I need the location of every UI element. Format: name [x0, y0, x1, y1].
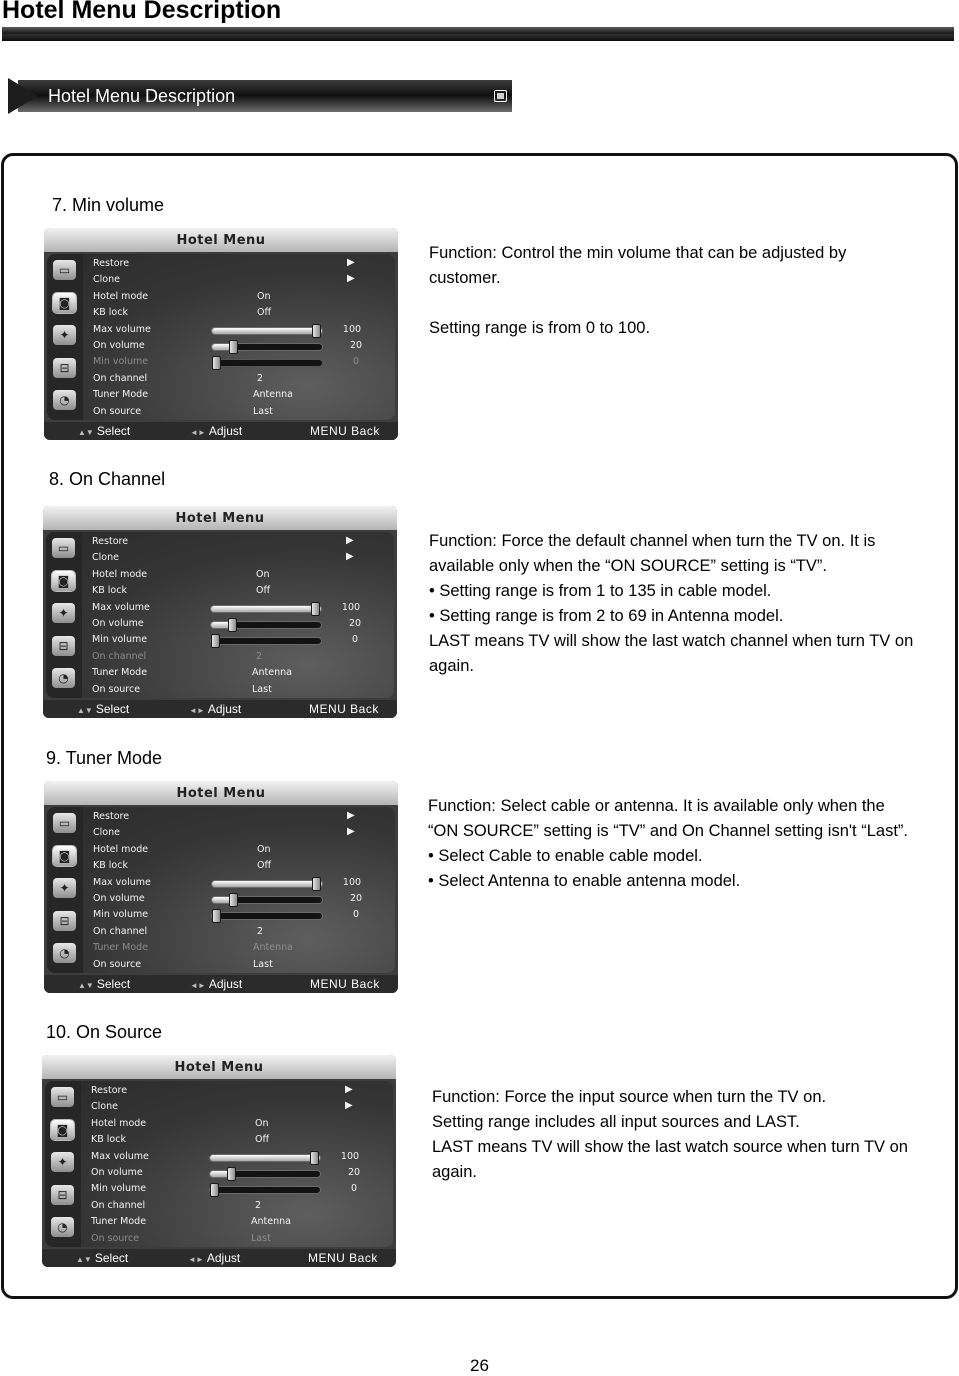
menu-sidebar [47, 254, 83, 420]
satellite-icon[interactable]: ◔ [53, 390, 76, 410]
volume-slider-track[interactable] [209, 1186, 321, 1194]
volume-slider-track[interactable] [211, 343, 323, 351]
menu-item-value: Off [256, 585, 271, 597]
menu-item-label: Max volume [91, 1150, 149, 1162]
volume-slider-track[interactable] [210, 605, 322, 613]
volume-slider-track[interactable] [211, 327, 323, 335]
volume-slider-fill [212, 881, 322, 887]
menu-item-on-source[interactable] [91, 1233, 391, 1248]
menu-item-on-channel[interactable] [93, 373, 393, 388]
footer-adjust [190, 977, 242, 991]
left-right-arrows-icon: ◄► [189, 706, 205, 715]
menu-item-value: On [257, 290, 271, 302]
section-heading: 8. On Channel [49, 469, 166, 489]
volume-slider-fill [211, 606, 321, 612]
left-right-arrows-icon: ◄► [190, 428, 206, 437]
section-description [429, 529, 919, 679]
footer-select-label: Select [96, 424, 131, 438]
menu-item-label: Max volume [92, 601, 150, 613]
play-arrow-icon: ▶ [345, 1084, 353, 1095]
menu-item-hotel-mode[interactable] [91, 1118, 391, 1133]
description-line: LAST means TV will show the last watch channel when turn TV on again. [429, 632, 914, 675]
section-description [432, 1085, 922, 1185]
volume-value: 20 [349, 340, 363, 351]
menu-item-label: Hotel mode [93, 843, 149, 855]
play-arrow-icon: ▶ [347, 810, 355, 821]
footer-adjust-label: Adjust [207, 702, 242, 716]
menu-item-on-source[interactable] [93, 406, 393, 421]
volume-value: 0 [352, 909, 360, 921]
menu-item-kb-lock[interactable] [91, 1134, 391, 1149]
section-banner [8, 78, 512, 114]
menu-item-value: Last [252, 683, 272, 695]
menu-item-tuner-mode[interactable] [91, 1216, 391, 1231]
footer-menu-back: MENU Back [310, 977, 380, 991]
description-line: Function: Control the min volume that can be adjusted by customer. [429, 244, 847, 287]
footer-select [78, 977, 130, 991]
menu-item-label: On volume [93, 893, 145, 904]
up-down-arrows-icon: ▲▼ [77, 706, 93, 715]
menu-title: Hotel Menu [44, 781, 398, 805]
menu-item-label: Hotel mode [91, 1117, 147, 1129]
volume-value: 0 [352, 356, 360, 368]
menu-item-max-volume[interactable] [93, 877, 393, 892]
title-rule [2, 27, 954, 41]
volume-value: 20 [348, 618, 362, 629]
page-title: Hotel Menu Description [2, 0, 282, 24]
volume-slider-track[interactable] [209, 1154, 321, 1162]
hotel-menu-screen [44, 781, 398, 993]
footer-select-label: Select [95, 702, 130, 716]
volume-slider-track[interactable] [211, 359, 323, 367]
footer-adjust [190, 424, 242, 438]
left-right-arrows-icon: ◄► [190, 981, 206, 990]
menu-item-on-volume[interactable] [93, 340, 393, 355]
menu-item-label: Restore [91, 1085, 128, 1096]
up-down-arrows-icon: ▲▼ [78, 428, 94, 437]
footer-adjust [188, 1251, 240, 1265]
description-line: • Select Antenna to enable antenna model. [428, 872, 741, 890]
volume-slider-knob[interactable] [227, 1167, 236, 1181]
play-arrow-icon: ▶ [347, 257, 355, 268]
menu-item-on-volume[interactable] [92, 618, 392, 633]
menu-sidebar [46, 532, 82, 698]
menu-item-hotel-mode[interactable] [93, 844, 393, 859]
menu-item-kb-lock[interactable] [92, 585, 392, 600]
menu-item-value: Antenna [252, 667, 292, 679]
satellite-icon[interactable]: ◔ [51, 1217, 74, 1237]
lock-icon[interactable]: ⊟ [52, 636, 75, 656]
volume-slider-knob[interactable] [229, 893, 238, 907]
menu-item-value: Antenna [251, 1216, 291, 1228]
satellite-icon[interactable]: ◔ [52, 668, 75, 688]
menu-item-min-volume[interactable] [93, 909, 393, 924]
up-down-arrows-icon: ▲▼ [78, 981, 94, 990]
description-line: • Setting range is from 1 to 135 in cable model. [429, 582, 772, 600]
footer-select-label: Select [96, 977, 131, 991]
camera-icon[interactable]: ◙ [52, 571, 75, 591]
menu-item-on-channel[interactable] [91, 1200, 391, 1215]
satellite-icon[interactable]: ◔ [53, 943, 76, 963]
volume-value: 100 [342, 323, 362, 335]
menu-item-min-volume[interactable] [92, 634, 392, 649]
section-description [428, 794, 918, 894]
menu-body [46, 532, 394, 698]
banner-title: Hotel Menu Description [48, 86, 236, 106]
menu-item-tuner-mode[interactable] [92, 667, 392, 682]
menu-item-on-source[interactable] [93, 959, 393, 974]
menu-item-label: On volume [92, 618, 144, 629]
menu-footer [44, 422, 398, 440]
volume-value: 20 [349, 893, 363, 904]
menu-item-on-volume[interactable] [91, 1167, 391, 1182]
play-arrow-icon: ▶ [347, 826, 355, 838]
menu-item-restore[interactable] [92, 536, 392, 551]
menu-item-clone[interactable] [93, 274, 393, 289]
volume-value: 20 [347, 1167, 361, 1178]
menu-item-value: Last [253, 405, 273, 417]
menu-item-label: Tuner Mode [92, 667, 148, 679]
menu-item-label: KB lock [93, 307, 128, 319]
volume-slider-fill [212, 328, 322, 334]
menu-item-value: Antenna [253, 942, 293, 954]
menu-item-label: KB lock [92, 585, 127, 597]
menu-footer [44, 975, 398, 993]
menu-item-value: Off [255, 1134, 270, 1146]
footer-menu-back: MENU Back [310, 424, 380, 438]
camera-icon[interactable]: ◙ [51, 1120, 74, 1140]
section-heading: 7. Min volume [52, 195, 165, 215]
menu-item-label: Hotel mode [93, 290, 149, 302]
volume-slider-fill [210, 1155, 320, 1161]
volume-value: 100 [342, 876, 362, 888]
menu-item-value: 2 [257, 372, 264, 384]
volume-slider-knob[interactable] [211, 634, 220, 648]
footer-select [77, 702, 129, 716]
volume-slider-knob[interactable] [311, 602, 320, 616]
volume-slider-knob[interactable] [228, 618, 237, 632]
footer-adjust [189, 702, 241, 716]
tv-icon[interactable]: ▭ [53, 260, 76, 280]
menu-footer [42, 1249, 396, 1267]
menu-body [45, 1081, 393, 1247]
menu-item-kb-lock[interactable] [93, 860, 393, 875]
menu-item-value: Antenna [253, 389, 293, 401]
menu-item-min-volume[interactable] [91, 1183, 391, 1198]
menu-item-label: On source [93, 405, 142, 417]
hotel-menu-screen [42, 1055, 396, 1267]
menu-item-value: Last [251, 1232, 271, 1244]
volume-slider-track[interactable] [211, 896, 323, 904]
menu-item-label: On source [91, 1232, 140, 1244]
description-line: • Setting range is from 2 to 69 in Antenna model. [429, 607, 784, 625]
volume-slider-knob[interactable] [210, 1183, 219, 1197]
tv-icon[interactable]: ▭ [53, 813, 76, 833]
menu-item-on-channel[interactable] [92, 651, 392, 666]
menu-item-on-source[interactable] [92, 684, 392, 699]
menu-item-label: On channel [91, 1199, 146, 1211]
footer-menu-back: MENU Back [308, 1251, 378, 1265]
menu-item-label: On source [92, 683, 141, 695]
lock-icon[interactable]: ⊟ [53, 358, 76, 378]
menu-item-restore[interactable] [91, 1085, 391, 1100]
hotel-menu-screen [44, 228, 398, 440]
menu-item-clone[interactable] [91, 1101, 391, 1116]
volume-value: 100 [341, 601, 361, 613]
menu-title: Hotel Menu [44, 228, 398, 252]
volume-slider-knob[interactable] [212, 909, 221, 923]
menu-title: Hotel Menu [42, 1055, 396, 1079]
menu-item-on-volume[interactable] [93, 893, 393, 908]
camera-icon[interactable]: ◙ [53, 846, 76, 866]
footer-menu-back: MENU Back [309, 702, 379, 716]
volume-slider-knob[interactable] [229, 340, 238, 354]
tv-icon[interactable]: ▭ [52, 538, 75, 558]
play-arrow-icon: ▶ [345, 1100, 353, 1112]
footer-adjust-label: Adjust [208, 977, 243, 991]
left-right-arrows-icon: ◄► [188, 1255, 204, 1264]
menu-item-label: Restore [92, 536, 129, 547]
menu-item-max-volume[interactable] [92, 602, 392, 617]
volume-slider-track[interactable] [211, 912, 323, 920]
menu-item-kb-lock[interactable] [93, 307, 393, 322]
banner-arrow-icon [8, 78, 38, 114]
volume-slider-track[interactable] [210, 621, 322, 629]
menu-item-restore[interactable] [93, 258, 393, 273]
lock-icon[interactable]: ⊟ [51, 1185, 74, 1205]
menu-title: Hotel Menu [43, 506, 397, 530]
volume-slider-track[interactable] [211, 880, 323, 888]
volume-slider-knob[interactable] [312, 877, 321, 891]
menu-item-label: Clone [93, 274, 120, 286]
menu-body [47, 807, 395, 973]
hotel-menu-screen [43, 506, 397, 718]
menu-item-label: Tuner Mode [93, 389, 149, 401]
lock-icon[interactable]: ⊟ [53, 911, 76, 931]
menu-item-label: Tuner Mode [91, 1216, 147, 1228]
menu-item-label: Min volume [93, 909, 149, 921]
menu-item-clone[interactable] [92, 552, 392, 567]
menu-item-min-volume[interactable] [93, 356, 393, 371]
menu-item-label: Max volume [93, 323, 151, 335]
description-line: Function: Select cable or antenna. It is available only when the “ON SOURCE” setting is “TV” and On Channel setting isn't “Last”. [428, 797, 908, 840]
banner-square-icon [494, 90, 507, 102]
menu-item-hotel-mode[interactable] [92, 569, 392, 584]
settings-icon[interactable]: ✦ [53, 325, 76, 345]
menu-item-label: Max volume [93, 876, 151, 888]
menu-item-tuner-mode[interactable] [93, 389, 393, 404]
menu-item-label: On channel [93, 925, 148, 937]
menu-item-label: Hotel mode [92, 568, 148, 580]
play-arrow-icon: ▶ [346, 535, 354, 546]
menu-item-label: Clone [92, 552, 119, 564]
menu-item-value: Off [257, 307, 272, 319]
description-line: Setting range is from 0 to 100. [429, 319, 651, 337]
menu-item-label: On volume [91, 1167, 143, 1178]
menu-item-label: KB lock [91, 1134, 126, 1146]
section-heading: 10. On Source [46, 1022, 163, 1042]
footer-adjust-label: Adjust [208, 424, 243, 438]
menu-footer [43, 700, 397, 718]
menu-item-value: Last [253, 958, 273, 970]
menu-item-value: On [257, 843, 271, 855]
menu-item-restore[interactable] [93, 811, 393, 826]
footer-select [76, 1251, 128, 1265]
volume-value: 0 [351, 634, 359, 646]
menu-item-value: 2 [256, 650, 263, 662]
play-arrow-icon: ▶ [347, 273, 355, 285]
menu-item-label: Clone [93, 827, 120, 839]
menu-item-label: Clone [91, 1101, 118, 1113]
volume-slider-knob[interactable] [212, 356, 221, 370]
menu-item-label: Min volume [93, 356, 149, 368]
camera-icon[interactable]: ◙ [53, 293, 76, 313]
description-line: Function: Force the default channel when turn the TV on. It is available only when the “ON SOURCE” setting is “TV”. [429, 532, 876, 575]
menu-item-label: On volume [93, 340, 145, 351]
menu-item-clone[interactable] [93, 827, 393, 842]
menu-item-label: KB lock [93, 860, 128, 872]
menu-sidebar [45, 1081, 81, 1247]
volume-value: 0 [350, 1183, 358, 1195]
menu-item-max-volume[interactable] [91, 1151, 391, 1166]
menu-item-value: 2 [257, 925, 264, 937]
volume-slider-track[interactable] [209, 1170, 321, 1178]
menu-item-value: 2 [255, 1199, 262, 1211]
tv-icon[interactable]: ▭ [51, 1087, 74, 1107]
footer-adjust-label: Adjust [206, 1251, 241, 1265]
menu-item-value: Off [257, 860, 272, 872]
menu-item-label: On source [93, 958, 142, 970]
menu-item-label: Restore [93, 811, 130, 822]
settings-icon[interactable]: ✦ [53, 878, 76, 898]
menu-body [47, 254, 395, 420]
settings-icon[interactable]: ✦ [51, 1152, 74, 1172]
volume-slider-knob[interactable] [312, 324, 321, 338]
footer-select-label: Select [94, 1251, 129, 1265]
menu-item-label: Restore [93, 258, 130, 269]
description-line: LAST means TV will show the last watch source when turn TV on again. [432, 1138, 908, 1181]
description-line: Setting range includes all input sources and LAST. [432, 1113, 800, 1131]
menu-item-value: On [256, 568, 270, 580]
menu-item-label: On channel [93, 372, 148, 384]
volume-slider-track[interactable] [210, 637, 322, 645]
menu-item-label: Min volume [92, 634, 148, 646]
menu-item-tuner-mode[interactable] [93, 942, 393, 957]
description-line: • Select Cable to enable cable model. [428, 847, 703, 865]
section-heading: 9. Tuner Mode [46, 748, 163, 768]
menu-item-label: Min volume [91, 1183, 147, 1195]
settings-icon[interactable]: ✦ [52, 603, 75, 623]
page-number: 26 [470, 1356, 489, 1375]
menu-item-hotel-mode[interactable] [93, 291, 393, 306]
menu-sidebar [47, 807, 83, 973]
menu-item-label: On channel [92, 650, 147, 662]
section-description [429, 241, 919, 341]
menu-item-value: On [255, 1117, 269, 1129]
footer-select [78, 424, 130, 438]
menu-item-max-volume[interactable] [93, 324, 393, 339]
menu-item-on-channel[interactable] [93, 926, 393, 941]
description-line: Function: Force the input source when turn the TV on. [432, 1088, 827, 1106]
volume-value: 100 [340, 1150, 360, 1162]
up-down-arrows-icon: ▲▼ [76, 1255, 92, 1264]
menu-item-label: Tuner Mode [93, 942, 149, 954]
volume-slider-knob[interactable] [310, 1151, 319, 1165]
play-arrow-icon: ▶ [346, 551, 354, 563]
